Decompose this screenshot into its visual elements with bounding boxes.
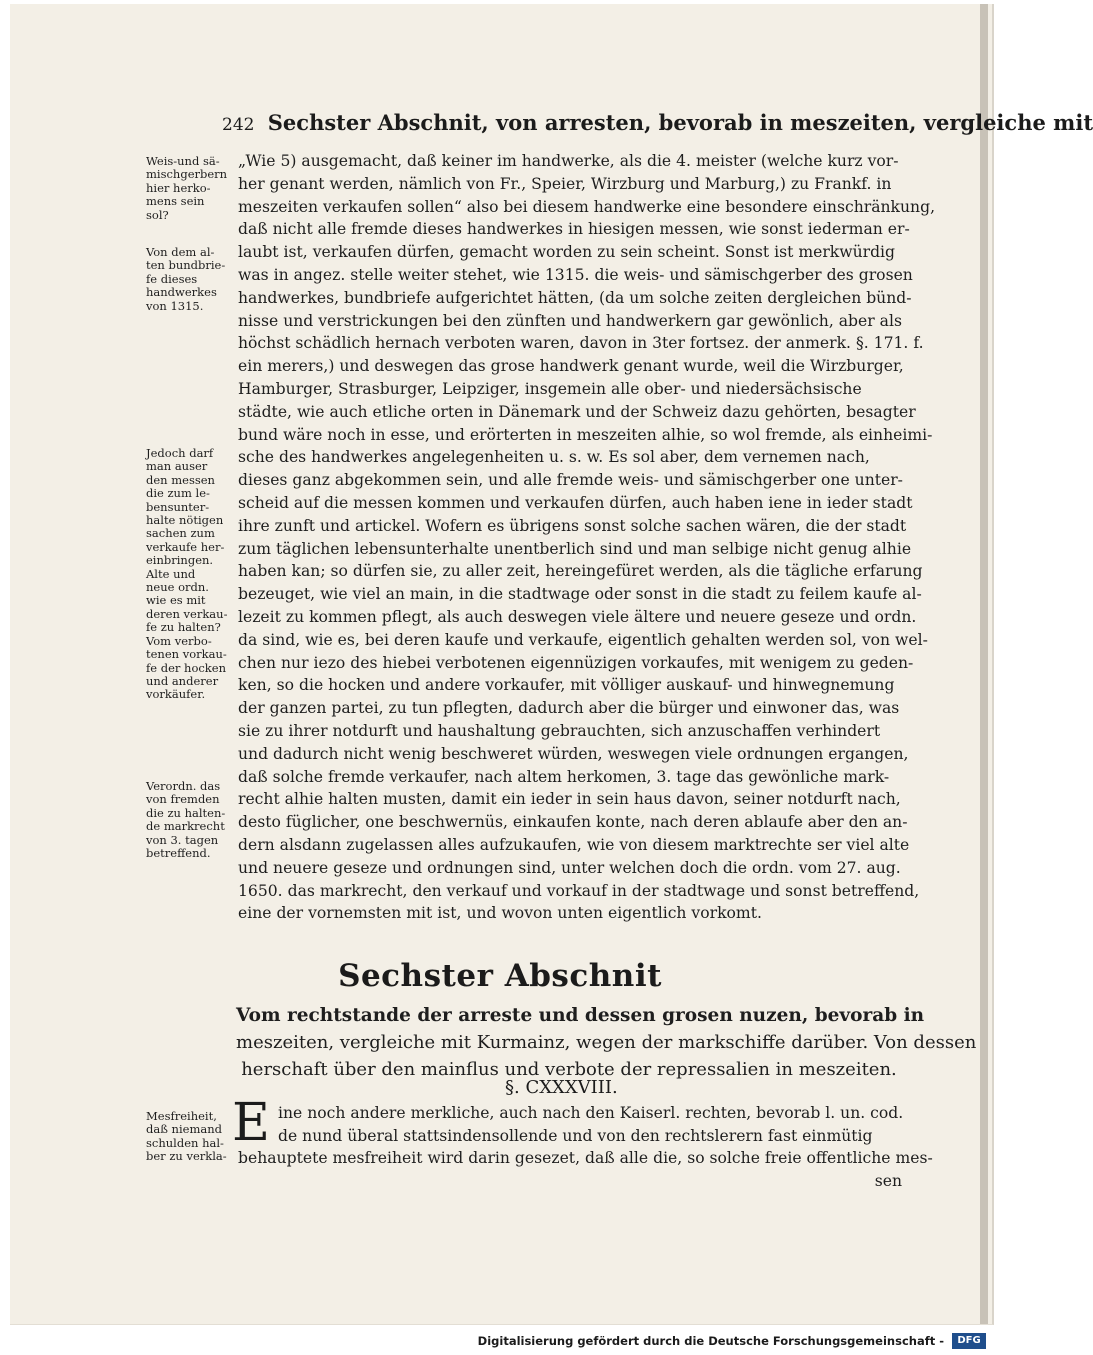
text-line: herschaft über den mainflus und verbote der repressalien in meszeiten. [241, 1059, 897, 1080]
text-line: de nund überal stattsindensollende und von den rechtslerern fast einmütig [278, 1126, 873, 1145]
text-line: sie zu ihrer notdurft und haushaltung gebrauchten, sich anzuschaffen verhindert [238, 721, 881, 740]
running-header [222, 110, 1093, 135]
text-line: meszeiten, vergleiche mit Kurmainz, wegen der markschiffe darüber. Von dessen [236, 1032, 977, 1053]
margin-note-line: die zum le- [146, 486, 210, 501]
text-line: desto füglicher, one beschwernüs, einkaufen konte, nach deren ablaufe aber den an- [238, 813, 908, 832]
margin-note-line: verkaufe her- [146, 539, 225, 554]
text-line: nisse und verstrickungen bei den zünften und handwerkern gar gewönlich, aber als [238, 311, 902, 330]
paragraph-mark: §. CXXXVIII. [505, 1077, 618, 1098]
margin-note [146, 246, 238, 313]
margin-note-line: von 3. tagen [146, 832, 219, 847]
margin-note-line: bensunter- [146, 499, 210, 514]
text-line: laubt ist, verkaufen dürfen, gemacht worden zu sein scheint. Sonst ist merkwürdig [238, 243, 896, 262]
margin-note-line: den messen [146, 472, 215, 487]
margin-note-line: hier herko- [146, 180, 211, 195]
text-line: meszeiten verkaufen sollen“ also bei diesem handwerke eine besondere einschränkung, [238, 197, 936, 216]
page-edge [980, 4, 988, 1324]
margin-note-line: betreffend. [146, 846, 211, 861]
margin-note [146, 447, 238, 702]
margin-note-line: Verordn. das [146, 779, 221, 793]
drop-cap: E [232, 1093, 270, 1153]
text-line: daß nicht alle fremde dieses handwerkes in hiesigen messen, wie sonst iederman er- [238, 220, 910, 239]
running-title: Sechster Abschnit, von arresten, bevorab in meszeiten, vergleiche mit [267, 110, 1093, 135]
text-line: städte, wie auch etliche orten in Dänemark und der Schweiz dazu gehörten, besagter [238, 402, 916, 421]
text-line: handwerkes, bundbriefe aufgerichtet hätten, (da um solche zeiten dergleichen bünd- [238, 288, 912, 307]
dfg-logo: DFG [952, 1333, 986, 1349]
text-line: ein merers,) und deswegen das grose handwerk genant wurde, weil die Wirzburger, [238, 357, 904, 376]
text-line: und neuere geseze und ordnungen sind, unter welchen doch die ordn. vom 27. aug. [238, 858, 901, 877]
text-line: und dadurch nicht wenig beschweret würden, weswegen viele ordnungen ergangen, [238, 744, 909, 763]
margin-note-line: einbringen. [146, 553, 214, 568]
text-line: der ganzen partei, zu tun pflegten, dadurch aber die bürger und einwoner das, was [238, 699, 900, 718]
text-line: ihre zunft und artickel. Wofern es übrigens sonst solche sachen wären, die der stadt [238, 516, 907, 535]
margin-note [146, 155, 238, 222]
margin-note-line: wie es mit [146, 593, 206, 608]
text-line: behauptete mesfreiheit wird darin gesezet, daß alle die, so solche freie offentliche mes- [238, 1149, 933, 1167]
margin-note-line: sachen zum [146, 526, 215, 541]
margin-note-line: sol? [146, 207, 169, 222]
page-number: 242 [222, 115, 255, 135]
text-line: da sind, wie es, bei deren kaufe und verkaufe, eigentlich gehalten werden sol, von wel- [238, 630, 928, 649]
text-line: bezeuget, wie viel an main, in die stadtwage oder sonst in die stadt zu feilem kaufe al- [238, 585, 922, 604]
margin-note-line: ten bundbrie- [146, 258, 226, 273]
margin-note-line: man auser [146, 459, 208, 474]
text-line: Hamburger, Strasburger, Leipziger, insgemein alle ober- und niedersächsische [238, 379, 862, 398]
text-line: lezeit zu kommen pflegt, als auch deswegen viele ältere und neuere geseze und ordn. [238, 607, 917, 626]
text-line: chen nur iezo des hiebei verbotenen eigennüzigen vorkaufes, mit wenigem zu geden- [238, 653, 914, 672]
margin-note-line: Jedoch darf [146, 446, 214, 460]
text-line: 1650. das markrecht, den verkauf und vorkauf in der stadtwage und sonst betreffend, [238, 881, 920, 900]
text-line: ine noch andere merkliche, auch nach den Kaiserl. rechten, bevorab l. un. cod. [278, 1104, 904, 1122]
margin-note-line: mens sein [146, 194, 205, 209]
margin-note-line: fe der hocken [146, 660, 226, 675]
margin-note-line: mischgerbern [146, 167, 228, 182]
margin-note-line: halte nötigen [146, 513, 224, 528]
section-summary [236, 1002, 977, 1083]
text-line: was in angez. stelle weiter stehet, wie 1315. die weis- und sämischgerber des grosen [238, 265, 913, 284]
text-line: daß solche fremde verkaufer, nach altem herkomen, 3. tage das gewönliche mark- [238, 767, 890, 786]
margin-note-line: Mesfreiheit, [146, 1109, 217, 1123]
margin-note-line: Weis-und sä- [146, 154, 220, 168]
footer [10, 1330, 992, 1355]
section-text [238, 1102, 933, 1192]
margin-note-line: fe zu halten? [146, 620, 221, 635]
margin-note-line: vorkäufer. [146, 687, 206, 702]
text-line: dern alsdann zugelassen alles aufzukaufen, wie von diesem marktrechte ser viel alte [238, 835, 910, 854]
text-line: haben kan; so dürfen sie, zu aller zeit, hereingefüret werden, als die tägliche erfarung [238, 562, 923, 581]
text-line: recht alhie halten musten, damit ein ieder in sein haus davon, seiner notdurft nach, [238, 790, 901, 809]
margin-note-line: Von dem al- [146, 245, 215, 259]
text-line: sen [874, 1171, 902, 1190]
margin-note-line: die zu halten- [146, 805, 226, 820]
margin-note [146, 1110, 238, 1164]
margin-note-line: und anderer [146, 673, 219, 688]
text-line: ken, so die hocken und andere vorkaufer, mit völliger auskauf- und hinwegnemung [238, 676, 895, 695]
text-line: bund wäre noch in esse, und erörterten in meszeiten alhie, so wol fremde, als einheimi- [238, 425, 933, 444]
text-line: Vom rechtstande der arreste und dessen grosen nuzen, bevorab in [236, 1005, 925, 1026]
section-title: Sechster Abschnit [338, 958, 662, 994]
margin-note-line: daß niemand [146, 1122, 222, 1137]
margin-note-line: neue ordn. [146, 580, 209, 595]
text-line: her genant werden, nämlich von Fr., Speier, Wirzburg und Marburg,) zu Frankf. in [238, 174, 892, 193]
margin-note-line: handwerkes [146, 285, 217, 300]
text-line: „Wie 5) ausgemacht, daß keiner im handwerke, als die 4. meister (welche kurz vor- [238, 152, 899, 170]
margin-note-line: von 1315. [146, 298, 204, 313]
text-line: eine der vornemsten mit ist, und wovon unten eigentlich vorkomt. [238, 904, 762, 923]
margin-note-line: tenen vorkau- [146, 647, 227, 662]
margin-note-line: Vom verbo- [146, 633, 212, 648]
margin-note-line: ber zu verkla- [146, 1149, 227, 1164]
text-line: zum täglichen lebensunterhalte unentberlich sind und man selbige nicht genug alhie [238, 539, 912, 558]
margin-note-line: Alte und [146, 566, 196, 581]
text-line: scheid auf die messen kommen und verkaufen dürfen, auch haben iene in ieder stadt [238, 493, 913, 512]
margin-note-line: de markrecht [146, 819, 225, 834]
margin-note-line: schulden hal- [146, 1135, 224, 1150]
margin-note [146, 780, 238, 860]
funding-credit: Digitalisierung gefördert durch die Deutsche Forschungsgemeinschaft - [477, 1334, 944, 1348]
text-line: höchst schädlich hernach verboten waren, davon in 3ter fortsez. der anmerk. §. 171. f. [238, 334, 924, 353]
main-text [238, 150, 936, 925]
text-line: sche des handwerkes angelegenheiten u. s. w. Es sol aber, dem vernemen nach, [238, 448, 870, 467]
margin-note-line: deren verkau- [146, 606, 228, 621]
margin-note-line: von fremden [146, 792, 220, 807]
text-line: dieses ganz abgekommen sein, und alle fremde weis- und sämischgerber one unter- [238, 471, 903, 490]
margin-note-line: fe dieses [146, 271, 198, 286]
